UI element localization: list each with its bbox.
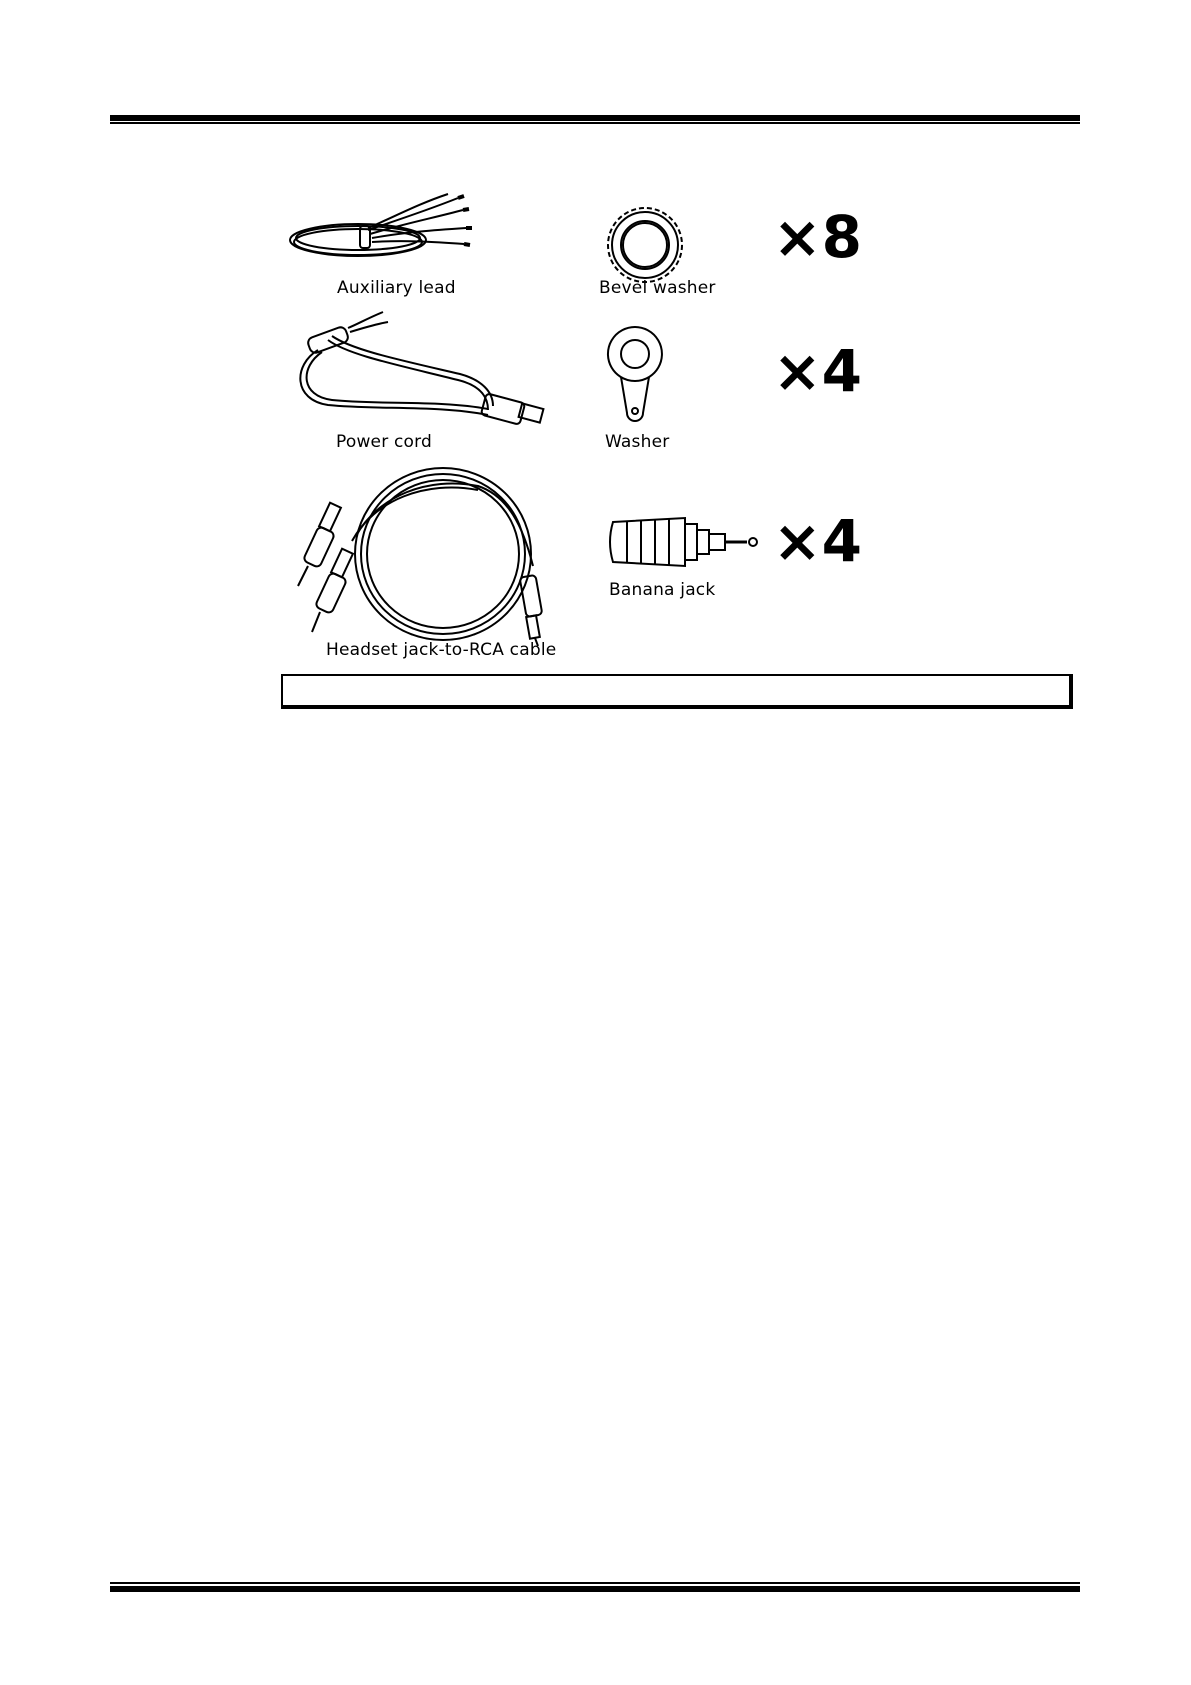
washer-icon [605, 325, 665, 425]
washer-label: Washer [605, 432, 670, 452]
figure-caption-box [281, 674, 1073, 709]
bevel-washer-icon [605, 205, 685, 285]
auxiliary-lead-label: Auxiliary lead [337, 278, 456, 298]
headset-rca-cable-label: Headset jack-to-RCA cable [326, 640, 557, 660]
auxiliary-lead-icon [288, 190, 478, 270]
banana-jack-label: Banana jack [609, 580, 716, 600]
footer-rule-thick [110, 1586, 1080, 1592]
footer-rule-thin [110, 1582, 1080, 1584]
banana-jack-quantity: ×4 [773, 507, 862, 575]
bevel-washer-quantity: ×8 [773, 203, 862, 271]
power-cord-label: Power cord [336, 432, 433, 452]
banana-jack-icon [607, 512, 767, 572]
header-rule-thick [110, 115, 1080, 121]
bevel-washer-label: Bevel washer [599, 278, 716, 298]
power-cord-icon [288, 310, 558, 435]
header-rule-thin [110, 122, 1080, 124]
washer-quantity: ×4 [773, 337, 862, 405]
headset-rca-cable-icon [288, 466, 578, 646]
